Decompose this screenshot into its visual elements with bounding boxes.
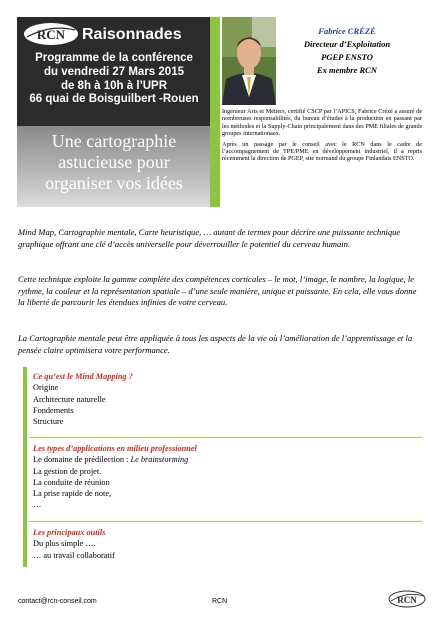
conference-info (19, 52, 209, 107)
list-item-emphasis: Le brainstorming (130, 455, 189, 465)
section-applications (33, 443, 423, 511)
section-mind-mapping (33, 371, 423, 427)
rcn-logo-text: RCN (36, 27, 66, 42)
list-item: … au travail collaboratif (33, 550, 115, 560)
speaker-company: PGEP ENSTO (321, 52, 373, 62)
list-item: … (33, 500, 42, 510)
section-title: Les types d’applications en milieu professionnel (33, 444, 197, 453)
conference-line: du vendredi 27 Mars 2015 (44, 65, 184, 78)
speaker-name: Fabrice CRÉZÉ (318, 26, 376, 36)
list-item: La gestion de projet. (33, 466, 102, 476)
conference-line: 66 quai de Boisguilbert -Rouen (29, 93, 199, 106)
list-item: La conduite de réunion (33, 477, 110, 487)
page-title: Une cartographie astucieuse pour organiser vos idées (45, 131, 183, 193)
speaker-photo (222, 17, 276, 105)
speaker-bio (222, 108, 422, 166)
bio-paragraph: Après un passage par le conseil avec le RCN dans le cadre de l’accompagnement de TPE/PME en développement industriel, il a repris récemment la direction de PGEP, site normand du groupe Finlandais ENSTO. (222, 140, 422, 163)
section-title: Ce qu’est le Mind Mapping ? (33, 372, 133, 381)
footer-email[interactable]: contact@rcn-conseil.com (18, 598, 97, 605)
list-item: Du plus simple …. (33, 539, 96, 549)
section-tools (33, 527, 423, 561)
list-item: La prise rapide de note, (33, 489, 112, 499)
intro-paragraph-3: La Cartographie mentale peut être appliquée à tous les aspects de la vie où l’amélioration de l’apprentissage et la pensée claire optimisera votre performance. (18, 333, 413, 355)
list-item: Architecture naturelle (33, 394, 106, 404)
list-item: Origine (33, 383, 59, 393)
list-item (33, 454, 423, 465)
section-divider (29, 437, 422, 438)
conference-line: de 8h à 10h à l’UPR (60, 79, 168, 92)
footer-logo-text: RCN (397, 595, 417, 605)
rcn-logo (23, 22, 79, 46)
speaker-former: Ex membre RCN (317, 65, 377, 75)
sections-accent-bar (23, 367, 27, 567)
intro-paragraph-1: Mind Map, Cartographie mentale, Carte heuristique, … autant de termes pour décrire une puissante technique graphique offrant une clé d’accès universelle pour déverrouiller le potentiel du cerveau humain. (18, 227, 401, 249)
speaker-info (277, 25, 417, 77)
accent-bar (210, 17, 220, 207)
footer-rcn-logo (388, 590, 426, 608)
list-item: Structure (33, 417, 64, 427)
intro-paragraph-2: Cette technique exploite la gamme complète des compétences corticales – le mot, l’image, le nombre, la logique, le rythme, la couleur et la représentation spatiale – d’une seule manière, unique et puissante. En cela, elle vous donne la liberté de parcourir les étendues infinies de votre cerveau. (18, 274, 417, 308)
list-item: Fondements (33, 405, 74, 415)
list-item-prefix: Le domaine de prédilection : (33, 455, 131, 465)
conference-line: Programme de la conférence (35, 52, 193, 64)
speaker-role: Directeur d’Exploitation (303, 39, 391, 49)
section-divider (29, 521, 422, 522)
bio-paragraph: Ingénieur Arts et Métiers, certifié CSCP par l’APICS, Fabrice Crézé a assuré de nombreuses responsabilités, du bureau d’études à la production en passant par les méthodes et la Supply-Chain principalement dans des PME filiales de grands groupes internationaux. (222, 108, 422, 138)
section-title: Les principaux outils (33, 528, 106, 537)
brand-name: Raisonnades (82, 26, 182, 43)
footer-center: RCN (212, 598, 228, 605)
